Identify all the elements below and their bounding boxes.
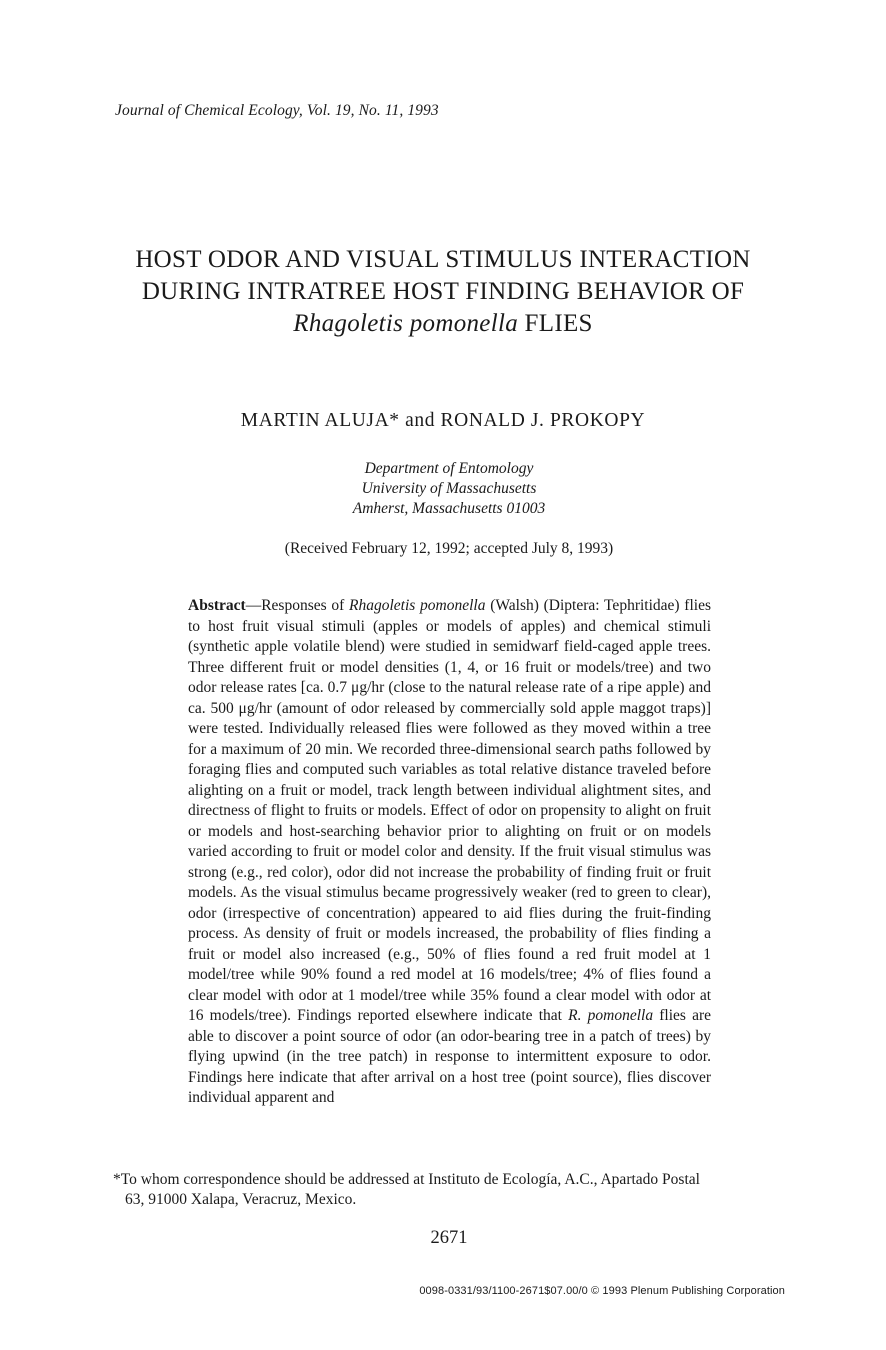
abstract bbox=[188, 596, 711, 1109]
abstract-label: Abstract bbox=[188, 597, 246, 614]
title-line-3-rest: FLIES bbox=[518, 310, 593, 337]
page-number: 2671 bbox=[430, 1228, 468, 1248]
abstract-text-1: (Walsh) (Diptera: Tephritidae) flies to host fruit visual stimuli (apples or models of apples) and chemical stimuli (synthetic apple volatile blend) were studied in semidwarf field-caged apple trees. Three different fruit or model densities (1, 4, or 16 fruit or models/tree) and two odor release rates [ca. 0.7 μg/hr (close to the natural release rate of a ripe apple) and ca. 500 μg/hr (amount of odor released by commercially sold apple maggot traps)] were tested. Individually released flies were followed as they moved within a tree for a maximum of 20 min. We recorded three-dimensional search paths followed by foraging flies and computed such variables as total relative distance traveled before alighting on a fruit or model, track length between individual alightment sites, and directness of flight to fruits or models. Effect of odor on propensity to alight on fruit or models and host-searching behavior prior to alighting on fruit or on models varied according to fruit or model color and density. If the fruit visual stimulus was strong (e.g., red color), odor did not increase the probability of finding fruit or fruit models. As the visual stimulus became progressively weaker (red to green to clear), odor (irrespective of concentration) appeared to aid flies during the fruit-finding process. As density of fruit or models increased, the probability of flies finding a fruit or model also increased (e.g., 50% of flies found a red fruit model at 1 model/tree while 90% found a red model at 16 models/tree; 4% of flies found a clear model with odor at 1 model/tree while 35% found a clear model with odor at 16 models/tree). Findings reported elsewhere indicate that bbox=[188, 597, 711, 1024]
abstract-text-2: flies are able to discover a point source of odor (an odor-bearing tree in a patch of trees) by flying upwind (in the tree patch) in response to intermittent exposure to odor. Findings here indicate that after arrival on a host tree (point source), flies discover individual apparent and bbox=[188, 1007, 712, 1106]
title-line-3 bbox=[0, 308, 886, 340]
journal-header: Journal of Chemical Ecology, Vol. 19, No. 11, 1993 bbox=[115, 102, 439, 119]
received-dates: (Received February 12, 1992; accepted July 8, 1993) bbox=[284, 540, 614, 557]
authors: MARTIN ALUJA* and RONALD J. PROKOPY bbox=[240, 410, 646, 431]
abstract-species-2: R. pomonella bbox=[568, 1007, 654, 1024]
footnote-line-1: *To whom correspondence should be addressed at Instituto de Ecología, A.C., Apartado Postal bbox=[113, 1171, 700, 1188]
affiliation-department: Department of Entomology bbox=[364, 460, 534, 477]
correspondence-footnote bbox=[113, 1170, 789, 1210]
title-species: Rhagoletis pomonella bbox=[293, 310, 518, 337]
article-title bbox=[0, 244, 886, 340]
affiliation bbox=[0, 459, 886, 519]
title-line-1: HOST ODOR AND VISUAL STIMULUS INTERACTION bbox=[135, 246, 751, 273]
affiliation-university: University of Massachusetts bbox=[361, 480, 537, 497]
title-line-2: DURING INTRATREE HOST FINDING BEHAVIOR OF bbox=[141, 278, 745, 305]
affiliation-address: Amherst, Massachusetts 01003 bbox=[352, 500, 546, 517]
footnote-line-2: 63, 91000 Xalapa, Veracruz, Mexico. bbox=[125, 1191, 357, 1208]
abstract-species-1: Rhagoletis pomonella bbox=[349, 597, 486, 614]
abstract-dash: —Responses of bbox=[245, 597, 350, 614]
copyright-line: 0098-0331/93/1100-2671$07.00/0 © 1993 Plenum Publishing Corporation bbox=[419, 1285, 785, 1297]
